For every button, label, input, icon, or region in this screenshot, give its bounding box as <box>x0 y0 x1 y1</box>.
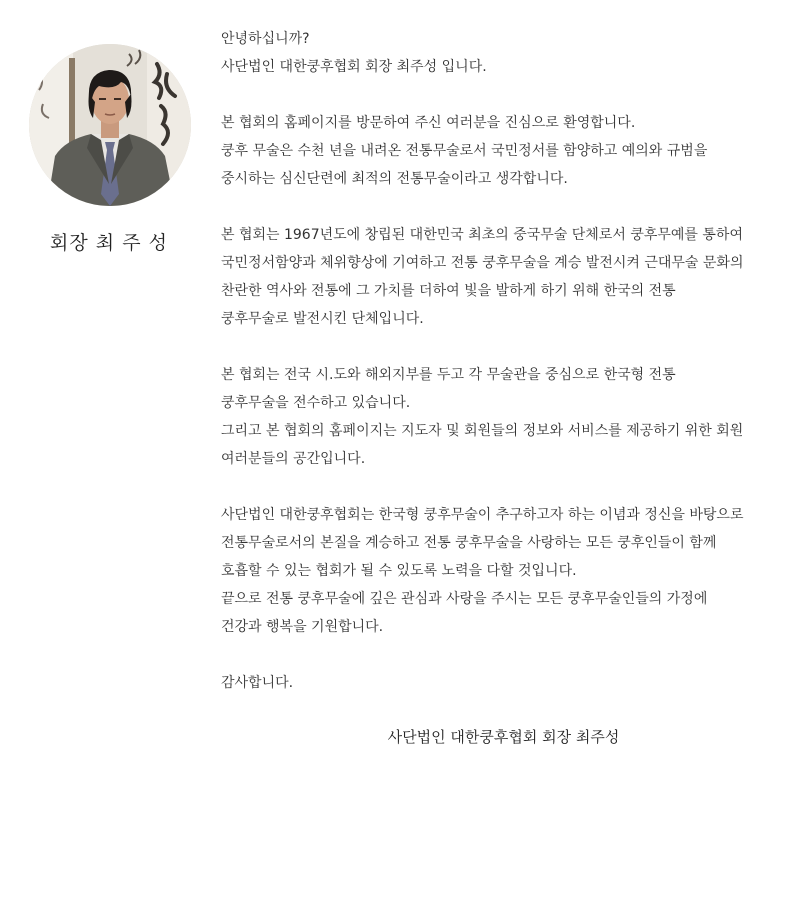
message-line: 중시하는 심신단련에 최적의 전통무술이라고 생각합니다. <box>221 171 568 187</box>
paragraph-spacer <box>221 333 796 361</box>
message-line: 본 협회는 1967년도에 창립된 대한민국 최초의 중국무술 단체로서 쿵후무예를 통하여 <box>221 227 743 243</box>
president-name: 회장 최 주 성 <box>50 232 168 254</box>
greeting-message <box>221 25 796 697</box>
message-line: 감사합니다. <box>221 675 294 691</box>
message-line: 사단법인 대한쿵후협회는 한국형 쿵후무술이 추구하고자 하는 이념과 정신을 바탕으로 <box>221 507 744 523</box>
message-line: 사단법인 대한쿵후협회 회장 최주성 입니다. <box>221 59 487 75</box>
message-line: 쿵후무술로 발전시킨 단체입니다. <box>221 311 424 327</box>
message-line: 전통무술로서의 본질을 계승하고 전통 쿵후무술을 사랑하는 모든 쿵후인들이 함께 <box>221 535 717 551</box>
message-line: 쿵후 무술은 수천 년을 내려온 전통무술로서 국민정서를 함양하고 예의와 규범을 <box>221 143 708 159</box>
portrait-photo-icon <box>29 44 191 206</box>
message-paragraph <box>221 501 796 641</box>
message-paragraph <box>221 25 796 81</box>
message-line: 국민정서함양과 체위향상에 기여하고 전통 쿵후무술을 계승 발전시켜 근대무술 문화의 <box>221 255 744 271</box>
message-line: 안녕하십니까? <box>221 31 310 47</box>
message-paragraph <box>221 669 796 697</box>
paragraph-spacer <box>221 81 796 109</box>
paragraph-spacer <box>221 641 796 669</box>
message-paragraph <box>221 109 796 193</box>
president-photo <box>29 44 191 206</box>
message-paragraph <box>221 361 796 473</box>
message-line: 그리고 본 협회의 홈페이지는 지도자 및 회원들의 정보와 서비스를 제공하기 위한 회원 <box>221 423 744 439</box>
message-line: 끝으로 전통 쿵후무술에 깊은 관심과 사랑을 주시는 모든 쿵후무술인들의 가정에 <box>221 591 708 607</box>
message-line: 본 협회의 홈페이지를 방문하여 주신 여러분을 진심으로 환영합니다. <box>221 115 636 131</box>
message-line: 본 협회는 전국 시.도와 해외지부를 두고 각 무술관을 중심으로 한국형 전통 <box>221 367 676 383</box>
message-line: 쿵후무술을 전수하고 있습니다. <box>221 395 411 411</box>
paragraph-spacer <box>221 473 796 501</box>
paragraph-spacer <box>221 193 796 221</box>
message-line: 여러분들의 공간입니다. <box>221 451 366 467</box>
message-line: 호흡할 수 있는 협회가 될 수 있도록 노력을 다할 것입니다. <box>221 563 577 579</box>
message-line: 건강과 행복을 기원합니다. <box>221 619 384 635</box>
message-line: 찬란한 역사와 전통에 그 가치를 더하여 빛을 발하게 하기 위해 한국의 전통 <box>221 283 676 299</box>
signature: 사단법인 대한쿵후협회 회장 최주성 <box>387 728 620 746</box>
message-paragraph <box>221 221 796 333</box>
